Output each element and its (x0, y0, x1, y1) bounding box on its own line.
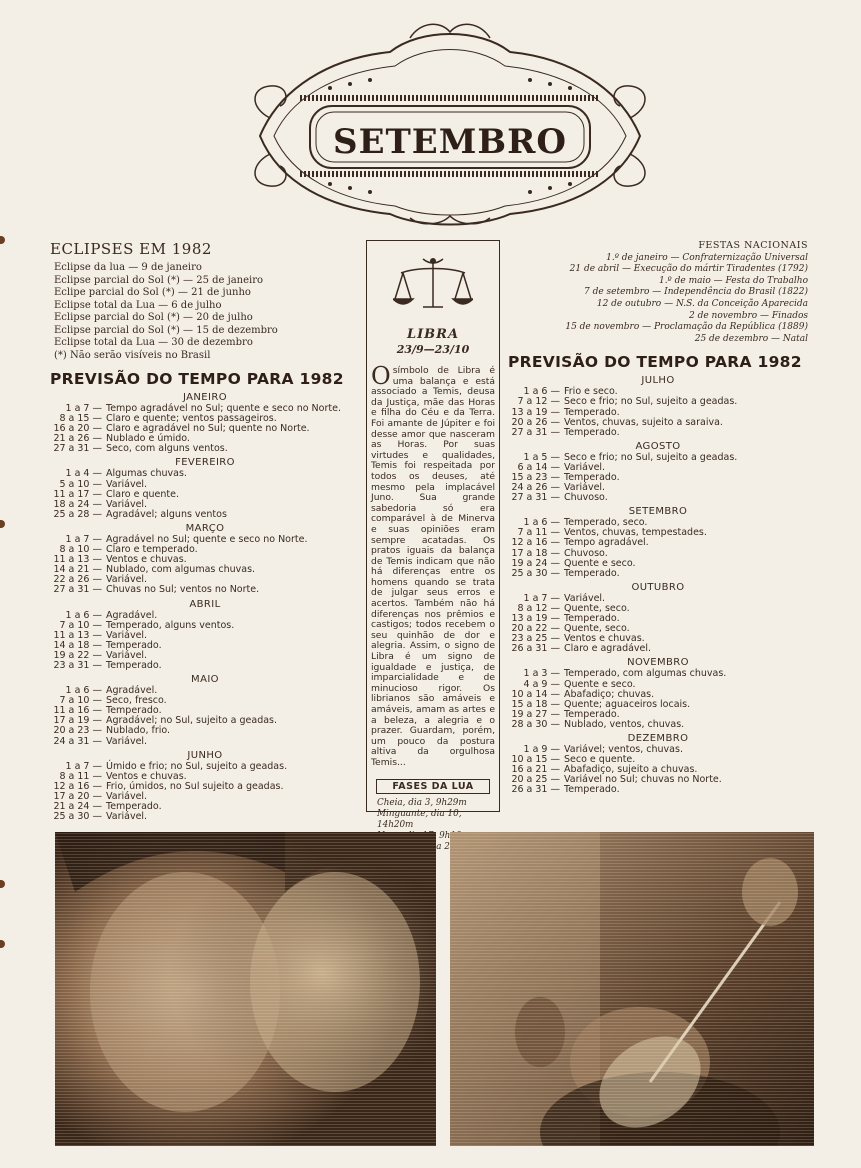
month-title: AGOSTO (635, 440, 681, 452)
weather-description: Variável. (564, 592, 606, 604)
month-title: MAIO (191, 674, 219, 686)
holidays-heading: FESTAS NACIONAIS (698, 240, 808, 251)
forecast-heading-left: PREVISÃO DO TEMPO PARA 1982 (50, 370, 344, 388)
drop-cap: O (371, 362, 391, 390)
date-range: 25 a 30 — (53, 811, 102, 823)
date-range: 17 a 20 — (53, 790, 102, 802)
title-ornament (240, 18, 660, 228)
forecast-entry (508, 720, 808, 730)
weather-description: Agradável; alguns ventos (106, 508, 227, 520)
weather-description: Claro e agradável no Sul; quente no Norte. (106, 423, 310, 435)
month-title: ABRIL (189, 598, 221, 610)
date-range: 7 a 11 — (517, 527, 560, 539)
date-range: 1 a 7 — (65, 403, 102, 414)
sign-description-text: símbolo de Libra é uma balança e está associado a Temis, deusa da Justiça, mãe das Horas e filha do Céu e da Terra. Foi amante de Júpiter e foi desse amor que nasceram as Horas. Por suas virtudes e qualidades, Temis foi respeitada por todos os deuses, até mesmo pela implacável Juno. Sua grande sabedoria só era comparável à de Minerva e suas opiniões eram sempre acatadas. Os pratos iguais da balança de Temis indicam que não há diferenças entre os homens quando se trata de julgar seus erros e acertos. Também não há diferenças nos prêmios e castigos; todos recebem o seu quinhão de dor e alegria. Assim, o signo de Libra é um signo de igualdade e justiça, de imparcialidade e de minucioso rigor. Os librianos são amáveis e amáveis, amam as artes e a beleza, a alegria e o prazer. Guardam, porém, um pouco da postura altiva da orgulhosa Temis... (371, 365, 495, 768)
moon-phases-heading: FASES DA LUA (376, 779, 490, 794)
forecast-entry (50, 661, 360, 671)
date-range: 5 a 10 — (59, 478, 102, 490)
weather-description: Temperado, com algumas chuvas. (564, 668, 727, 680)
weather-description: Quente, seco. (564, 623, 630, 635)
eclipses-list (54, 262, 360, 362)
weather-description: Ventos e chuvas. (106, 554, 187, 566)
weather-description: Variável. (106, 629, 148, 641)
weather-description: Variável no Sul; chuvas no Norte. (564, 774, 722, 786)
weather-description: Ventos, chuvas, sujeito a saraiva. (564, 416, 723, 428)
binder-hole (0, 880, 5, 888)
month-title: JULHO (641, 375, 675, 387)
weather-description: Agradável. (106, 685, 158, 697)
weather-description: Temperado. (106, 801, 162, 812)
moon-phase-item: Cheia, dia 3, 9h29m (377, 797, 467, 808)
date-range: 11 a 16 — (53, 705, 102, 717)
date-range: 8 a 12 — (517, 602, 560, 614)
weather-description: Temperado. (564, 567, 620, 579)
month-title: JANEIRO (183, 392, 227, 403)
weather-description: Nublado, com algumas chuvas. (106, 564, 256, 576)
weather-description: Variável. (106, 811, 148, 823)
binder-hole (0, 236, 5, 244)
date-range: 25 a 28 — (53, 508, 102, 520)
forecast-entry (50, 444, 360, 454)
date-range: 28 a 30 — (511, 718, 560, 730)
eclipse-item: Eclipse parcial do Sol (*) — 25 de janeiro (54, 274, 264, 286)
date-range: 27 a 31 — (53, 584, 102, 596)
month-title: MARÇO (185, 522, 225, 534)
forecast-entry (508, 428, 808, 438)
weather-description: Temperado. (106, 639, 162, 651)
date-range: 1 a 4 — (65, 468, 102, 480)
guitar-photo (450, 832, 814, 1146)
weather-description: Variável; ventos, chuvas. (564, 743, 683, 755)
forecast-heading-right: PREVISÃO DO TEMPO PARA 1982 (508, 353, 802, 372)
weather-description: Nublado, ventos, chuvas. (564, 718, 685, 730)
forecast-entry (50, 737, 360, 747)
date-range: 14 a 18 — (53, 639, 102, 651)
date-range: 10 a 14 — (511, 688, 560, 700)
weather-description: Claro e quente. (106, 488, 179, 500)
date-range: 7 a 10 — (59, 619, 102, 631)
date-range: 16 a 20 — (53, 423, 102, 435)
date-range: 12 a 16 — (53, 780, 102, 792)
date-range: 8 a 15 — (59, 413, 102, 425)
date-range: 24 a 31 — (53, 735, 102, 747)
eclipse-item: Eclipse parcial do Sol (*) — 20 de julho (54, 312, 253, 323)
month-title: FEVEREIRO (175, 457, 235, 469)
libra-column (366, 240, 500, 830)
weather-description: Variável. (106, 574, 148, 586)
weather-description: Chuvoso. (564, 492, 608, 504)
holidays-list (508, 240, 808, 345)
date-range: 11 a 13 — (53, 629, 102, 641)
date-range: 1 a 6 — (523, 517, 560, 529)
date-range: 1 a 7 — (65, 760, 102, 772)
date-range: 1 a 6 — (523, 386, 560, 398)
weather-description: Quente; aguaceiros locais. (564, 698, 691, 710)
forecast-entry (50, 510, 360, 520)
weather-description: Temperado. (106, 705, 162, 717)
date-range: 4 a 9 — (523, 678, 560, 690)
date-range: 19 a 24 — (511, 557, 560, 569)
date-range: 17 a 18 — (511, 547, 560, 559)
holiday-item: 1.º de maio — Festa do Trabalho (658, 275, 808, 286)
month-title: SETEMBRO (628, 506, 688, 518)
binder-hole (0, 940, 5, 948)
eclipse-item: Eclipse parcial do Sol (*) — 15 de dezembro (54, 324, 278, 336)
date-range: 1 a 6 — (65, 609, 102, 621)
holiday-item: 7 de setembro — Independência do Brasil (1822) (584, 287, 808, 298)
eclipse-item: Eclipse da lua — 9 de janeiro (54, 262, 202, 273)
date-range: 15 a 23 — (511, 472, 560, 483)
weather-description: Frio, úmidos, no Sul sujeito a geadas. (106, 780, 284, 792)
date-range: 10 a 15 — (511, 754, 560, 766)
binder-hole (0, 520, 5, 528)
forecast-entry (508, 785, 808, 795)
date-range: 1 a 7 — (65, 533, 102, 545)
date-range: 27 a 31 — (511, 426, 560, 438)
libra-box (366, 240, 500, 830)
halftone-overlay (55, 832, 436, 1146)
weather-description: Claro e agradável. (564, 643, 652, 655)
weather-description: Tempo agradável no Sul; quente e seco no Norte. (106, 403, 341, 414)
weather-description: Chuvas no Sul; ventos no Norte. (106, 584, 260, 596)
date-range: 19 a 27 — (511, 708, 560, 720)
date-range: 7 a 10 — (59, 695, 102, 707)
weather-description: Claro e temperado. (106, 544, 198, 556)
date-range: 1 a 7 — (523, 592, 560, 604)
eclipses-heading: ECLIPSES EM 1982 (50, 240, 212, 258)
date-range: 1 a 5 — (523, 451, 560, 463)
date-range: 1 a 3 — (523, 668, 560, 680)
weather-description: Ventos e chuvas. (564, 633, 645, 645)
weather-description: Temperado, alguns ventos. (106, 619, 235, 631)
scales-icon (393, 255, 473, 321)
holiday-item: 1.º de janeiro — Confraternização Universal (606, 252, 808, 263)
forecast-entry (50, 585, 360, 595)
weather-description: Temperado. (564, 708, 620, 720)
halftone-overlay (450, 832, 814, 1146)
month-title: JUNHO (187, 749, 223, 761)
weather-description: Nublado, frio. (106, 725, 171, 737)
forecast-entry (508, 669, 808, 679)
weather-description: Ventos, chuvas, tempestades. (564, 527, 707, 539)
date-range: 7 a 12 — (517, 396, 560, 408)
forecast-left (50, 392, 360, 822)
forecast-entry (50, 812, 360, 822)
date-range: 13 a 19 — (511, 406, 560, 418)
date-range: 20 a 25 — (511, 774, 560, 786)
weather-description: Temperado. (564, 784, 620, 796)
date-range: 20 a 26 — (511, 416, 560, 428)
date-range: 8 a 10 — (59, 544, 102, 556)
left-column (50, 240, 360, 822)
date-range: 11 a 17 — (53, 488, 102, 500)
month-title: OUTUBRO (631, 581, 685, 593)
date-range: 23 a 31 — (53, 659, 102, 671)
date-range: 1 a 9 — (523, 743, 560, 755)
weather-description: Nublado e úmido. (106, 433, 190, 445)
forecast-right (508, 375, 808, 795)
date-range: 16 a 21 — (511, 764, 560, 776)
sign-dates: 23/9—23/10 (396, 343, 470, 356)
date-range: 18 a 24 — (53, 498, 102, 510)
weather-description: Seco e frio; no Sul, sujeito a geadas. (564, 396, 738, 408)
date-range: 23 a 25 — (511, 633, 560, 645)
sign-description (371, 362, 495, 769)
date-range: 19 a 22 — (53, 649, 102, 661)
month-title: NOVEMBRO (627, 657, 689, 669)
page-title: SETEMBRO (333, 122, 567, 162)
weather-description: Quente e seco. (564, 678, 636, 690)
date-range: 12 a 16 — (511, 537, 560, 549)
weather-description: Variável. (106, 735, 148, 747)
forecast-entry (508, 569, 808, 579)
date-range: 1 a 6 — (65, 685, 102, 697)
weather-description: Tempo agradável. (564, 537, 649, 549)
date-range: 21 a 26 — (53, 433, 102, 445)
weather-description: Agradável; no Sul, sujeito a geadas. (106, 715, 278, 727)
eclipse-item: Eclipse total da Lua — 6 de julho (54, 299, 222, 311)
weather-description: Agradável no Sul; quente e seco no Norte. (106, 533, 308, 545)
weather-description: Variável. (106, 498, 148, 510)
right-column (508, 240, 808, 795)
weather-description: Abafadiço; chuvas. (564, 688, 655, 700)
date-range: 13 a 19 — (511, 613, 560, 625)
date-range: 20 a 22 — (511, 623, 560, 635)
date-range: 24 a 26 — (511, 482, 560, 494)
weather-description: Seco, com alguns ventos. (106, 443, 228, 455)
weather-description: Temperado. (564, 613, 620, 625)
date-range: 22 a 26 — (53, 574, 102, 586)
weather-description: Frio e seco. (564, 386, 618, 398)
weather-description: Abafadiço, sujeito a chuvas. (564, 764, 698, 776)
date-range: 6 a 14 — (517, 461, 560, 473)
portrait-photo (55, 832, 436, 1146)
holiday-item: 12 de outubro — N.S. da Conceição Aparecida (596, 298, 808, 309)
date-range: 17 a 19 — (53, 715, 102, 727)
weather-description: Algumas chuvas. (106, 468, 187, 480)
sign-name: LIBRA (406, 327, 460, 342)
weather-description: Quente e seco. (564, 557, 636, 569)
month-title: DEZEMBRO (627, 732, 689, 744)
weather-description: Seco e quente. (564, 754, 636, 766)
weather-description: Variável. (106, 790, 148, 802)
date-range: 25 a 30 — (511, 567, 560, 579)
forecast-entry (508, 493, 808, 503)
moon-phase-item: Minguante, dia 10, 14h20m (377, 808, 462, 830)
weather-description: Variável. (564, 482, 606, 494)
weather-description: Temperado. (564, 426, 620, 438)
weather-description: Temperado. (106, 659, 162, 671)
date-range: 27 a 31 — (53, 443, 102, 455)
weather-description: Temperado. (564, 472, 620, 483)
holiday-item: 2 de novembro — Finados (689, 310, 808, 321)
weather-description: Úmido e frio; no Sul, sujeito a geadas. (106, 760, 288, 772)
date-range: 15 a 18 — (511, 698, 560, 710)
date-range: 20 a 23 — (53, 725, 102, 737)
weather-description: Seco e frio; no Sul, sujeito a geadas. (564, 451, 738, 463)
weather-description: Claro e quente; ventos passageiros. (106, 413, 277, 425)
holiday-item: 15 de novembro — Proclamação da República (1889) (565, 322, 808, 333)
eclipse-note: (*) Não serão visíveis no Brasil (54, 349, 211, 361)
weather-description: Seco, fresco. (106, 695, 167, 707)
date-range: 26 a 31 — (511, 643, 560, 655)
weather-description: Variável. (106, 649, 148, 661)
date-range: 11 a 13 — (53, 554, 102, 566)
weather-description: Ventos e chuvas. (106, 770, 187, 782)
date-range: 26 a 31 — (511, 784, 560, 796)
weather-description: Variável. (106, 478, 148, 490)
weather-description: Temperado. (564, 406, 620, 418)
date-range: 14 a 21 — (53, 564, 102, 576)
date-range: 21 a 24 — (53, 801, 102, 812)
weather-description: Agradável. (106, 609, 158, 621)
eclipse-item: Eclipe parcial do Sol (*) — 21 de junho (54, 287, 251, 298)
weather-description: Chuvoso. (564, 547, 608, 559)
weather-description: Quente, seco. (564, 602, 630, 614)
date-range: 27 a 31 — (511, 492, 560, 504)
weather-description: Variável. (564, 461, 606, 473)
holiday-item: 21 de abril — Execução do mártir Tiradentes (1792) (569, 264, 808, 275)
forecast-entry (508, 644, 808, 654)
date-range: 8 a 11 — (59, 770, 102, 782)
holiday-item: 25 de dezembro — Natal (694, 333, 808, 344)
weather-description: Temperado, seco. (564, 517, 648, 529)
eclipse-item: Eclipse total da Lua — 30 de dezembro (54, 337, 253, 348)
